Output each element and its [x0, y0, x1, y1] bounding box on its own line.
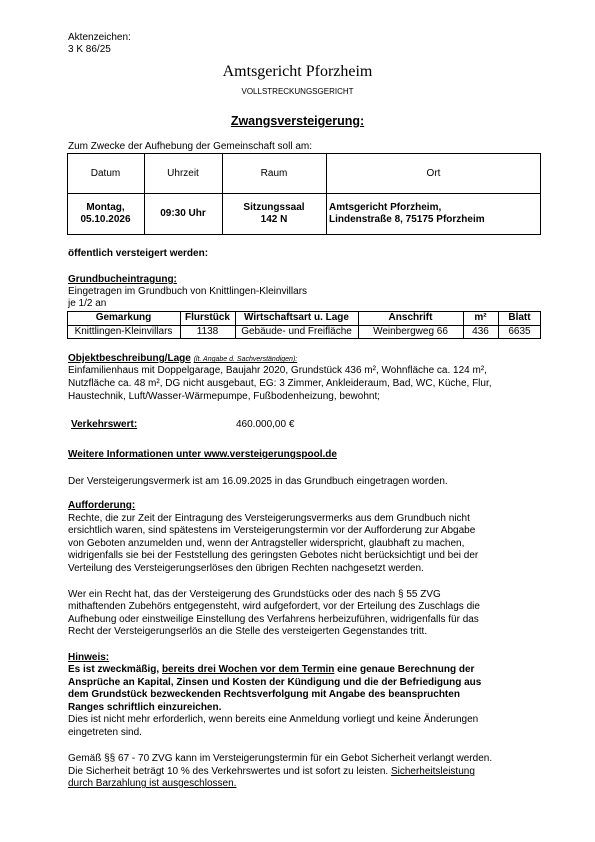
termin-header-datum: Datum	[90, 168, 121, 179]
hinweis-bold-line: Ansprüche an Kapital, Zinsen und Kosten der Kündigung und die der Befriedigung aus	[68, 677, 482, 688]
grundbuch-line: Eingetragen im Grundbuch von Knittlingen-Kleinvillars	[68, 286, 308, 297]
grundbuch-header-wirtschaftsart: Wirtschaftsart u. Lage	[244, 312, 349, 323]
versteigert-text: öffentlich versteigert werden:	[68, 248, 209, 259]
objekt-line: Einfamilienhaus mit Doppelgarage, Baujahr 2020, Grundstück 436 m², Wohnfläche ca. 124 m²,	[68, 365, 487, 376]
hinweis-bold-line: Ranges schriftlich einzureichen.	[68, 702, 222, 713]
objekt-heading-note: (lt. Angabe d. Sachverständigen):	[193, 356, 298, 363]
grundbuch-header-anschrift: Anschrift	[388, 312, 433, 323]
aufforderung-p2-line: mithaftenden Zubehörs entgegensteht, wird aufgefordert, vor der Erteilung des Zuschlags die	[68, 601, 480, 612]
sicherheit-line: Gemäß §§ 67 - 70 ZVG kann im Versteigerungstermin für ein Gebot Sicherheit verlangt werden.	[68, 753, 493, 764]
sicherheit-underlined-line: durch Barzahlung ist ausgeschlossen.	[68, 778, 237, 789]
objekt-line: Nutzfläche ca. 48 m², DG nicht ausgebaut, EG: 3 Zimmer, Ankleideraum, Bad, WC, Küche, Flur,	[68, 378, 492, 389]
aufforderung-heading: Aufforderung:	[68, 500, 136, 511]
intro-text: Zum Zwecke der Aufhebung der Gemeinschaft soll am:	[68, 141, 313, 152]
verkehrswert-label: Verkehrswert:	[71, 419, 138, 430]
grundbuch-header-gemarkung: Gemarkung	[95, 312, 152, 323]
aufforderung-p1-line: von Geboten anzumelden und, wenn der Antragsteller widerspricht, glaubhaft zu machen,	[68, 538, 465, 549]
hinweis-bold-line	[68, 664, 474, 676]
aktenzeichen-value: 3 K 86/25	[68, 44, 111, 55]
aufforderung-p1-line: Verteilung des Versteigerungserlöses den übrigen Rechten nachgesetzt werden.	[68, 563, 424, 574]
grundbuch-cell-anschrift: Weinbergweg 66	[373, 326, 448, 337]
termin-ort-address: Lindenstraße 8, 75175 Pforzheim	[329, 214, 485, 225]
hinweis-bold-line: dem Grundstück bezweckenden Rechtsverfolgung mit Angabe des beanspruchten	[68, 689, 460, 700]
grundbuch-cell-wirtschaftsart: Gebäude- und Freifläche	[241, 326, 352, 337]
grundbuch-header-blatt: Blatt	[508, 312, 531, 323]
grundbuch-line: je 1/2 an	[68, 298, 107, 309]
grundbuch-cell-gemarkung: Knittlingen-Kleinvillars	[74, 326, 173, 337]
hinweis-line: Dies ist nicht mehr erforderlich, wenn bereits eine Anmeldung vorliegt und keine Änderungen	[68, 714, 479, 725]
termin-datum-date: 05.10.2026	[80, 214, 131, 225]
termin-table-divider	[67, 193, 541, 194]
aktenzeichen-label: Aktenzeichen:	[68, 32, 131, 43]
vermerk-text: Der Versteigerungsvermerk ist am 16.09.2025 in das Grundbuch eingetragen worden.	[68, 476, 448, 487]
sicherheit-underlined: Sicherheitsleistung	[390, 766, 475, 777]
termin-header-ort: Ort	[426, 168, 441, 179]
sicherheit-text: Die Sicherheit beträgt 10 % des Verkehrswertes und ist sofort zu leisten.	[68, 766, 391, 777]
grundbuch-header-flurstueck: Flurstück	[184, 312, 230, 323]
aufforderung-p2-line: Recht der Versteigerungserlös an die Stelle des versteigerten Gegenstandes tritt.	[68, 626, 428, 637]
termin-ort-court: Amtsgericht Pforzheim,	[329, 202, 442, 213]
termin-header-uhrzeit: Uhrzeit	[167, 168, 199, 179]
department-name: VOLLSTRECKUNGSGERICHT	[241, 87, 354, 96]
termin-uhrzeit: 09:30 Uhr	[160, 208, 206, 219]
verkehrswert-value: 460.000,00 €	[236, 419, 295, 430]
termin-header-raum: Raum	[260, 168, 288, 179]
grundbuch-cell-flurstueck: 1138	[196, 326, 219, 337]
termin-datum-weekday: Montag,	[86, 202, 125, 213]
aufforderung-p2-line: Wer ein Recht hat, das der Versteigerung des Grundstücks oder des nach § 55 ZVG	[68, 589, 441, 600]
termin-col-divider	[326, 153, 327, 235]
court-name: Amtsgericht Pforzheim	[222, 63, 373, 80]
objekt-heading: Objektbeschreibung/Lage	[68, 353, 191, 364]
grundbuch-heading: Grundbucheintragung:	[68, 274, 177, 285]
termin-raum-name: Sitzungssaal	[243, 202, 305, 213]
aufforderung-p1-line: widrigenfalls sie bei der Feststellung des geringsten Gebotes nicht berücksichtigt und bei der	[68, 550, 479, 561]
hinweis-bold-text: Es ist zweckmäßig,	[68, 664, 162, 675]
aufforderung-p2-line: Aufhebung oder einstweilige Einstellung des Verfahrens herbeizuführen, widrigenfalls für das	[68, 614, 479, 625]
hinweis-deadline: bereits drei Wochen vor dem Termin	[161, 664, 335, 675]
grundbuch-cell-flaeche: 436	[472, 326, 489, 337]
hinweis-line: eingetreten sind.	[68, 727, 142, 738]
document-title: Zwangsversteigerung:	[230, 114, 365, 128]
termin-raum-number: 142 N	[260, 214, 288, 225]
hinweis-bold-text: eine genaue Berechnung der	[334, 664, 475, 675]
grundbuch-cell-blatt: 6635	[508, 326, 531, 337]
sicherheit-line	[68, 766, 475, 778]
termin-col-divider	[144, 153, 145, 235]
aufforderung-p1-line: ersichtlich waren, sind spätestens im Versteigerungstermin vor der Aufforderung zur Abgabe	[68, 525, 476, 536]
hinweis-heading: Hinweis:	[68, 652, 110, 663]
grundbuch-header-flaeche: m²	[474, 312, 487, 323]
aufforderung-p1-line: Rechte, die zur Zeit der Eintragung des Versteigerungsvermerks aus dem Grundbuch nicht	[68, 513, 470, 524]
objekt-line: Haustechnik, Luft/Wasser-Wärmepumpe, Fußbodenheizung, bewohnt;	[68, 391, 381, 402]
weitere-informationen: Weitere Informationen unter www.versteigerungspool.de	[68, 449, 337, 460]
